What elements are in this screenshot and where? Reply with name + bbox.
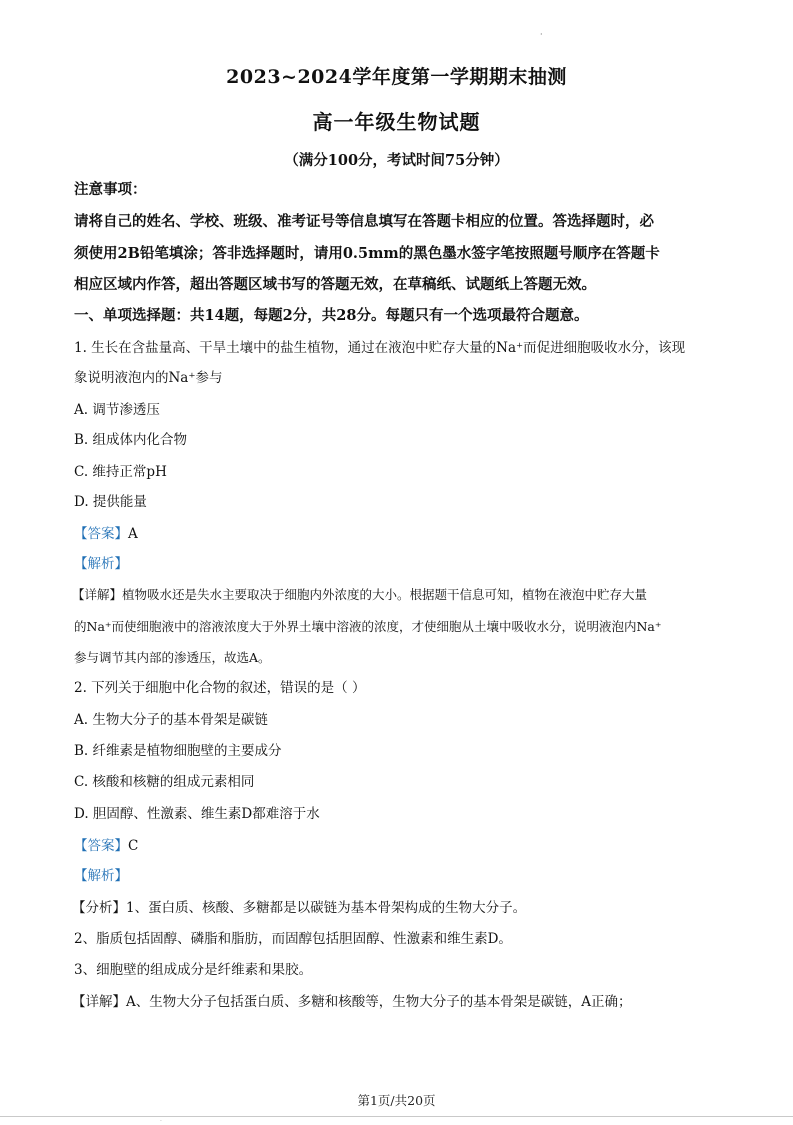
q2-option-a: A. 生物大分子的基本骨架是碳链 bbox=[74, 712, 268, 728]
q2-analysis1-text: 1、蛋白质、核酸、多糖都是以碳链为基本骨架构成的生物大分子。 bbox=[126, 900, 527, 916]
q1-option-d: D. 提供能量 bbox=[74, 494, 147, 510]
exam-subtitle: （满分100分，考试时间75分钟） bbox=[284, 152, 509, 169]
q1-option-b: B. 组成体内化合物 bbox=[74, 432, 188, 448]
q2-stem: 2. 下列关于细胞中化合物的叙述，错误的是（ ） bbox=[74, 680, 366, 696]
q1-detail-line-2: 的Na⁺而使细胞液中的溶液浓度大于外界土壤中溶液的浓度，才使细胞从土壤中吸收水分，说明液泡内Na⁺ bbox=[74, 619, 662, 634]
q1-detail-line-1 bbox=[72, 585, 732, 605]
q1-answer-tag: 【答案】 bbox=[74, 526, 128, 542]
q1-stem-line-2: 象说明液泡内的Na⁺参与 bbox=[74, 370, 223, 386]
scan-dot: · bbox=[540, 30, 543, 39]
q1-detail-text-1: 植物吸水还是失水主要取决于细胞内外浓度的大小。根据题干信息可知，植物在液泡中贮存大量 bbox=[122, 587, 648, 602]
q2-option-d: D. 胆固醇、性激素、维生素D都难溶于水 bbox=[74, 806, 320, 822]
q1-detail-line-3: 参与调节其内部的渗透压，故选A。 bbox=[74, 650, 271, 665]
section-heading: 一、单项选择题：共14题，每题2分，共28分。每题只有一个选项最符合题意。 bbox=[74, 307, 589, 324]
q1-answer-value: A bbox=[128, 526, 138, 542]
q1-option-c: C. 维持正常pH bbox=[74, 464, 167, 480]
q2-analysis-line-2: 2、脂质包括固醇、磷脂和脂肪，而固醇包括胆固醇、性激素和维生素D。 bbox=[74, 931, 512, 947]
q2-answer-tag: 【答案】 bbox=[74, 838, 128, 854]
q2-detail-tag: 【详解】 bbox=[72, 994, 126, 1010]
q2-analysis-line-3: 3、细胞壁的组成成分是纤维素和果胶。 bbox=[74, 962, 313, 978]
q2-detail-line-1 bbox=[72, 992, 732, 1012]
q2-option-c: C. 核酸和核糖的组成元素相同 bbox=[74, 774, 255, 790]
q1-answer bbox=[74, 524, 734, 544]
q1-option-a: A. 调节渗透压 bbox=[74, 402, 160, 418]
notice-heading: 注意事项： bbox=[74, 181, 147, 198]
q2-analysis1-tag: 【分析】 bbox=[72, 900, 126, 916]
notice-line-2: 须使用2B铅笔填涂；答非选择题时，请用0.5mm的黑色墨水签字笔按照题号顺序在答题卡 bbox=[74, 245, 660, 262]
page-number: 第1页/共20页 bbox=[357, 1093, 436, 1108]
q2-answer bbox=[74, 836, 734, 856]
notice-line-3: 相应区域内作答，超出答题区域书写的答题无效，在草稿纸、试题纸上答题无效。 bbox=[74, 276, 596, 293]
q2-option-b: B. 纤维素是植物细胞壁的主要成分 bbox=[74, 743, 282, 759]
q1-analysis-tag: 【解析】 bbox=[74, 556, 128, 572]
q2-analysis-tag: 【解析】 bbox=[74, 868, 128, 884]
exam-title: 2023~2024学年度第一学期期末抽测 bbox=[226, 66, 567, 88]
footer-dot: · bbox=[160, 1118, 162, 1125]
q1-detail-tag: 【详解】 bbox=[72, 587, 123, 602]
q1-stem-line-1: 1. 生长在含盐量高、干旱土壤中的盐生植物，通过在液泡中贮存大量的Na⁺而促进细胞吸收水分，该现 bbox=[74, 340, 686, 356]
q2-analysis-line-1 bbox=[72, 898, 732, 918]
subject-title: 高一年级生物试题 bbox=[312, 110, 481, 134]
q2-detail-text-1: A、生物大分子包括蛋白质、多糖和核酸等，生物大分子的基本骨架是碳链，A正确； bbox=[126, 994, 632, 1010]
q2-answer-value: C bbox=[128, 838, 139, 854]
footer-divider bbox=[0, 1116, 793, 1117]
notice-line-1: 请将自己的姓名、学校、班级、准考证号等信息填写在答题卡相应的位置。答选择题时，必 bbox=[74, 213, 654, 230]
